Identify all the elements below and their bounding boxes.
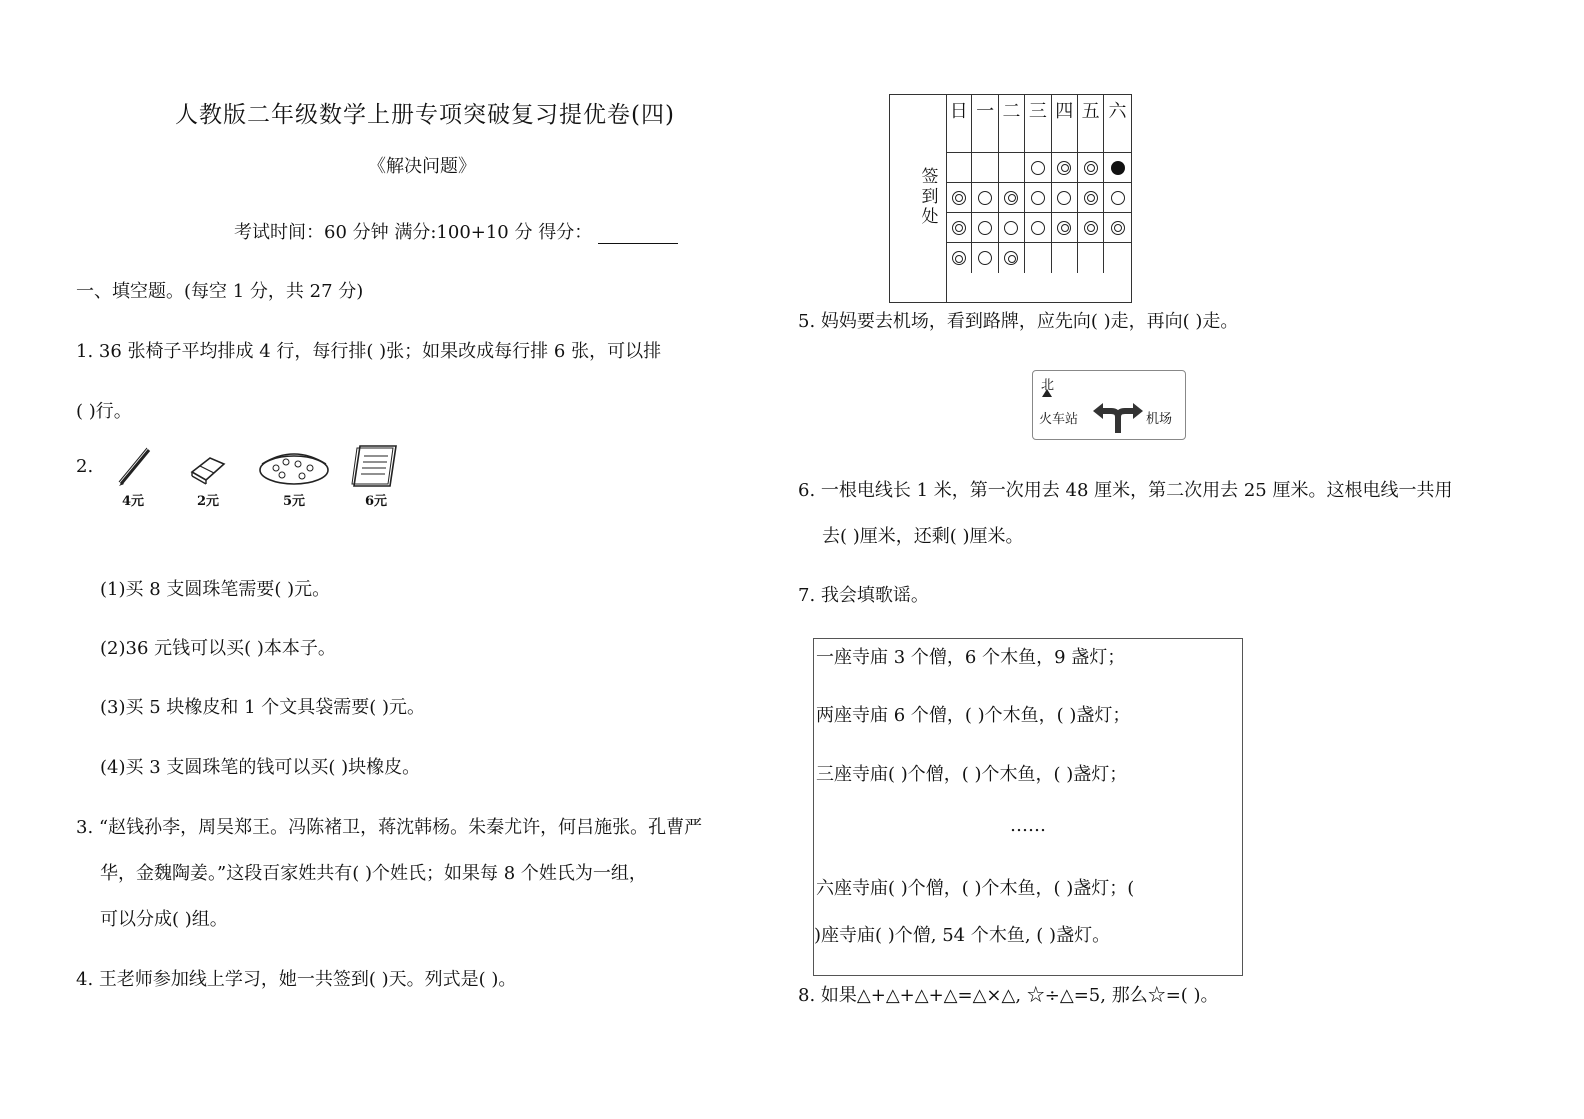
calendar-cell [1078,243,1104,273]
q2-sub3: (3)买 5 块橡皮和 1 个文具袋需要( )元。 [100,697,426,718]
sign-right-label: 机场 [1146,412,1173,427]
circle-icon [978,251,992,265]
q8-text: 8. 如果△+△+△+△=△×△, ☆÷△=5, 那么☆=( )。 [798,985,1219,1006]
price-items [110,442,430,517]
score-blank[interactable] [598,225,678,244]
calendar-cell [1078,183,1104,213]
notebook-item [341,442,411,509]
double-circle-icon [1084,161,1098,175]
rhyme-line-6: 六座寺庙( )个僧，( )个木鱼，( )盏灯；( [816,878,1135,899]
calendar-side-label: 签到处 [921,167,939,227]
calendar-cell [999,243,1025,273]
circle-icon [978,191,992,205]
calendar-cell [1052,153,1078,183]
eraser-icon [184,442,232,490]
double-circle-icon [1057,161,1071,175]
q1-line2: ( )行。 [76,401,132,422]
calendar-cell [1052,243,1078,273]
q2-sub1: (1)买 8 支圆珠笔需要( )元。 [100,579,331,600]
pen-item [98,442,168,509]
circle-icon [1031,191,1045,205]
q7-text: 7. 我会填歌谣。 [798,585,929,606]
q3-line3: 可以分成( )组。 [100,909,228,930]
q2-sub2: (2)36 元钱可以买( )本本子。 [100,638,336,659]
calendar-cell [1104,183,1130,213]
calendar-cell [946,213,972,243]
calendar-cell [999,153,1025,183]
north-arrow-icon [1042,389,1052,397]
q3-line1: 3. “赵钱孙李，周吴郑王。冯陈褚卫，蒋沈韩杨。朱秦尤许，何吕施张。孔曹严 [76,817,703,838]
circle-icon [978,221,992,235]
calendar-cell [1025,243,1051,273]
calendar-cell [946,183,972,213]
double-circle-icon [952,221,966,235]
calendar-day-header: 六 [1104,95,1130,153]
double-circle-icon [1084,191,1098,205]
q1-line1: 1. 36 张椅子平均排成 4 行，每行排( )张；如果改成每行排 6 张，可以排 [76,341,662,362]
rhyme-line-n: )座寺庙( )个僧, 54 个木鱼, ( )盏灯。 [814,925,1111,946]
calendar-day-header: 日 [946,95,972,153]
calendar-cell [999,213,1025,243]
pen-price: 4元 [121,494,145,509]
rhyme-line-3: 三座寺庙( )个僧，( )个木鱼，( )盏灯； [816,764,1128,785]
calendar-side [890,95,947,302]
circle-icon [1031,161,1045,175]
calendar-cell [1052,183,1078,213]
circle-icon [1004,221,1018,235]
calendar-cell [1104,153,1130,183]
q6-line2: 去( )厘米，还剩( )厘米。 [822,526,1024,547]
q2-number: 2. [76,456,94,477]
calendar-cell [972,153,998,183]
calendar-day-header: 二 [999,95,1025,153]
double-circle-icon [1004,191,1018,205]
calendar-cell [946,153,972,183]
calendar-cell [1052,213,1078,243]
fork-arrow-icon [1091,401,1145,435]
double-circle-icon [1004,251,1018,265]
q2-sub4: (4)买 3 支圆珠笔的钱可以买( )块橡皮。 [100,757,421,778]
eraser-item [173,442,243,509]
calendar-week-row [946,183,1131,213]
sign-in-calendar [889,94,1132,303]
q4-text: 4. 王老师参加线上学习，她一共签到( )天。列式是( )。 [76,969,517,990]
calendar-cell [946,243,972,273]
double-circle-icon [952,251,966,265]
double-circle-icon [1111,221,1125,235]
exam-info [234,218,678,244]
calendar-cell [1078,213,1104,243]
circle-icon [1057,191,1071,205]
rhyme-line-1: 一座寺庙 3 个僧，6 个木鱼，9 盏灯； [816,647,1126,668]
double-circle-icon [1057,221,1071,235]
calendar-day-header: 三 [1025,95,1051,153]
circle-icon [1031,221,1045,235]
notebook-icon [348,442,404,490]
notebook-price: 6元 [364,494,388,509]
q6-line1: 6. 一根电线长 1 米，第一次用去 48 厘米，第二次用去 25 厘米。这根电线一共用 [798,480,1453,501]
exam-info-text: 考试时间：60 分钟 满分:100+10 分 得分： [234,222,593,243]
calendar-cell [972,243,998,273]
calendar-cell [972,213,998,243]
page-subtitle: 《解决问题》 [368,156,476,177]
calendar-week-row [946,153,1131,183]
q3-line2: 华，金魏陶姜。”这段百家姓共有( )个姓氏；如果每 8 个姓氏为一组， [100,863,647,884]
calendar-cell [999,183,1025,213]
q5-text: 5. 妈妈要去机场，看到路牌，应先向( )走，再向( )走。 [798,311,1239,332]
sign-north-label: 北 [1041,378,1055,393]
calendar-day-header: 五 [1078,95,1104,153]
rhyme-ellipsis: …… [1010,815,1046,836]
calendar-week-row [946,243,1131,273]
calendar-day-header: 一 [972,95,998,153]
double-circle-icon [952,191,966,205]
sign-left-label: 火车站 [1039,412,1079,427]
pencil-case-item [255,442,333,509]
rhyme-line-2: 两座寺庙 6 个僧，( )个木鱼，( )盏灯； [816,705,1131,726]
filled-circle-icon [1111,161,1125,175]
eraser-price: 2元 [196,494,220,509]
calendar-header-row [946,95,1131,153]
road-sign [1032,370,1186,440]
double-circle-icon [1084,221,1098,235]
calendar-week-row [946,213,1131,243]
calendar-body [946,153,1131,273]
pencil-case-icon [256,442,332,490]
page-title: 人教版二年级数学上册专项突破复习提优卷(四) [175,102,675,128]
circle-icon [1111,191,1125,205]
calendar-cell [972,183,998,213]
calendar-cell [1104,213,1130,243]
calendar-cell [1078,153,1104,183]
calendar-cell [1025,213,1051,243]
section-heading: 一、填空题。(每空 1 分，共 27 分) [76,281,364,302]
calendar-grid [946,95,1131,273]
calendar-cell [1025,183,1051,213]
calendar-cell [1025,153,1051,183]
calendar-day-header: 四 [1052,95,1078,153]
pen-icon [109,442,157,490]
calendar-cell [1104,243,1130,273]
rhyme-box [813,638,1243,976]
pencil-case-price: 5元 [282,494,306,509]
